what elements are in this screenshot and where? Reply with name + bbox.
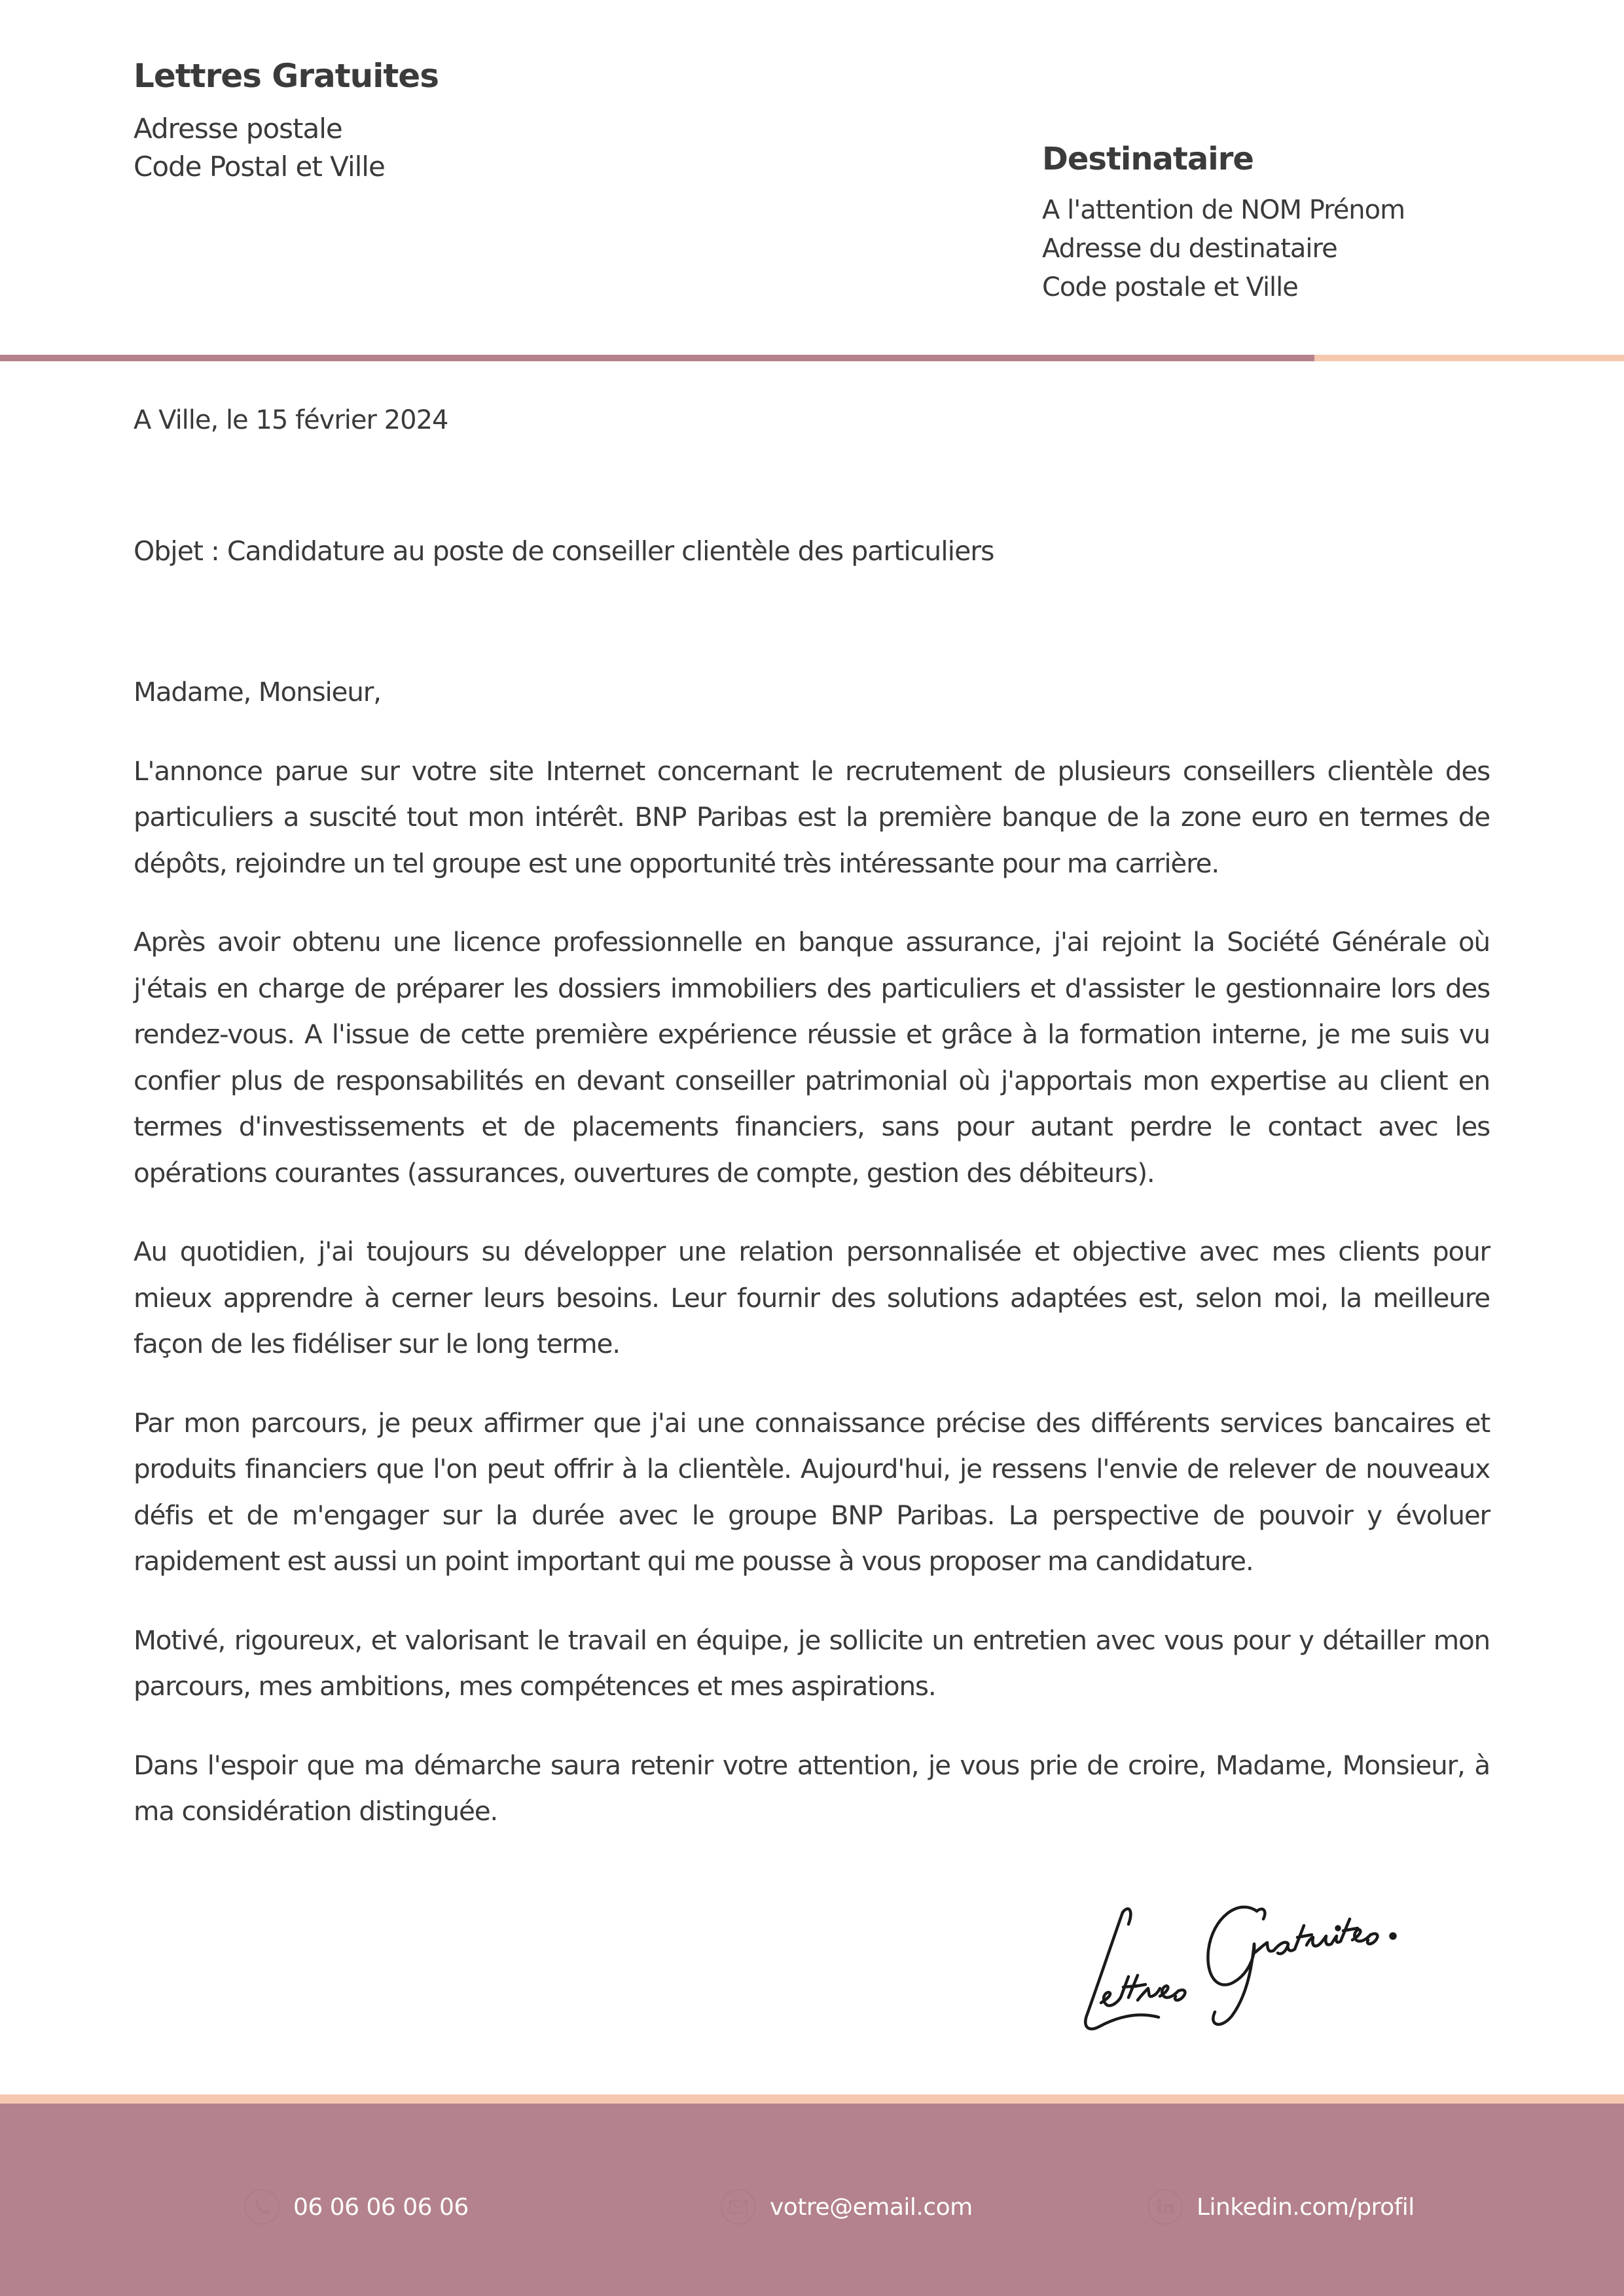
letter-paragraph: Dans l'espoir que ma démarche saura retenir votre attention, je vous prie de croire, Madame, Monsieur, à ma considération distinguée. bbox=[134, 1749, 1490, 1827]
letter-paragraph: Motivé, rigoureux, et valorisant le travail en équipe, je sollicite un entretien avec vous pour y détailler mon parcours, mes ambitions, mes compétences et mes aspirations. bbox=[134, 1624, 1490, 1702]
sender-address bbox=[134, 110, 439, 186]
email-icon bbox=[720, 2189, 757, 2225]
sender-postal-line: Code Postal et Ville bbox=[134, 151, 385, 183]
letter-paragraph: Au quotidien, j'ai toujours su développer une relation personnalisée et objective avec mes clients pour mieux apprendre à cerner leurs besoins. Leur fournir des solutions adaptées est, selon moi, la meilleure façon de les fidéliser sur le long terme. bbox=[134, 1236, 1490, 1359]
recipient-block bbox=[1042, 136, 1405, 307]
footer-phone-text: 06 06 06 06 06 bbox=[293, 2193, 469, 2221]
sender-block bbox=[134, 51, 439, 186]
letter-paragraph: Par mon parcours, je peux affirmer que j'ai une connaissance précise des différents services bancaires et produits financiers que l'on peut offrir à la clientèle. Aujourd'hui, je ressens l'envie de relever de nouveaux défis et de m'engager sur la durée avec le groupe BNP Paribas. La perspective de pouvoir y évoluer rapidement est aussi un point important qui me pousse à vous proposer ma candidature. bbox=[134, 1407, 1490, 1577]
footer-email[interactable] bbox=[720, 2187, 973, 2227]
recipient-address bbox=[1042, 191, 1405, 307]
letter-salutation: Madame, Monsieur, bbox=[134, 676, 381, 708]
letter-paragraph: Après avoir obtenu une licence professionnelle en banque assurance, j'ai rejoint la Société Générale où j'étais en charge de préparer les dossiers immobiliers des particuliers et d'assister le gestionnaire lors des rendez-vous. A l'issue de cette première expérience réussie et grâce à la formation interne, je me suis vu confier plus de responsabilités en devant conseiller patrimonial où j'apportais mon expertise au client en termes d'investissements et de placements financiers, sans pour autant perdre le contact avec les opérations courantes (assurances, ouvertures de compte, gestion des débiteurs). bbox=[134, 926, 1490, 1189]
letter-subject: Objet : Candidature au poste de conseiller clientèle des particuliers bbox=[134, 535, 994, 567]
sender-name: Lettres Gratuites bbox=[134, 57, 439, 95]
letter-date: A Ville, le 15 février 2024 bbox=[134, 405, 448, 435]
sender-address-line: Adresse postale bbox=[134, 113, 342, 145]
handwritten-signature bbox=[1060, 1872, 1440, 2049]
recipient-attention-line: A l'attention de NOM Prénom bbox=[1042, 195, 1405, 225]
letter-body bbox=[134, 669, 1490, 1867]
footer bbox=[0, 2094, 1624, 2296]
recipient-postal-line: Code postale et Ville bbox=[1042, 272, 1298, 302]
footer-email-text: votre@email.com bbox=[770, 2193, 973, 2221]
linkedin-icon bbox=[1147, 2189, 1183, 2225]
header-divider bbox=[0, 355, 1624, 361]
header-divider-accent bbox=[0, 355, 1314, 361]
footer-linkedin[interactable] bbox=[1147, 2187, 1415, 2227]
footer-stripe bbox=[0, 2094, 1624, 2104]
phone-icon bbox=[244, 2189, 280, 2225]
footer-linkedin-text: Linkedin.com/profil bbox=[1197, 2193, 1415, 2221]
header-divider-light bbox=[1314, 355, 1624, 361]
footer-band bbox=[0, 2104, 1624, 2296]
footer-phone[interactable] bbox=[244, 2187, 469, 2227]
recipient-title: Destinataire bbox=[1042, 141, 1254, 177]
recipient-address-line: Adresse du destinataire bbox=[1042, 234, 1337, 264]
letter-paragraph: L'annonce parue sur votre site Internet concernant le recrutement de plusieurs conseillers clientèle des particuliers a suscité tout mon intérêt. BNP Paribas est la première banque de la zone euro en termes de dépôts, rejoindre un tel groupe est une opportunité très intéressante pour ma carrière. bbox=[134, 755, 1490, 879]
